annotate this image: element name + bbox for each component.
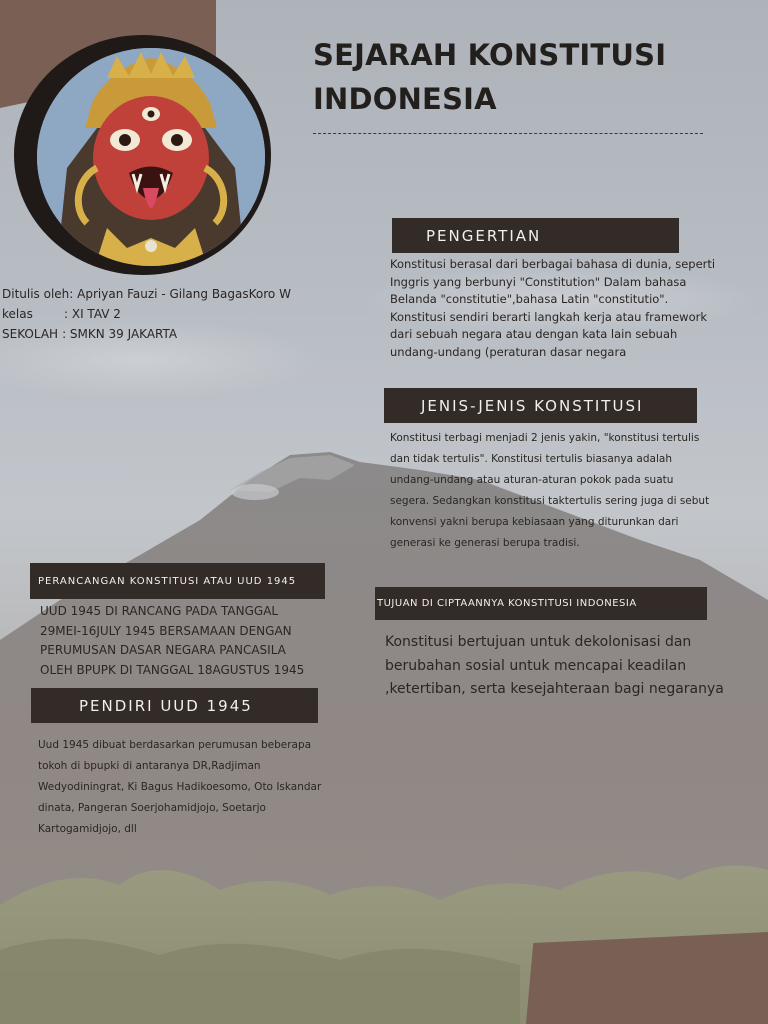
school-row xyxy=(2,324,312,344)
written-by: Ditulis oleh: Apriyan Fauzi - Gilang BagasKoro W xyxy=(2,287,291,301)
class-value: : XI TAV 2 xyxy=(64,307,121,321)
school-label: SEKOLAH xyxy=(2,327,59,341)
decorative-corner-shape-bottom xyxy=(526,932,768,1024)
pengertian-heading: PENGERTIAN xyxy=(392,218,679,253)
pendiri-heading: PENDIRI UUD 1945 xyxy=(31,688,318,723)
title-line-2: INDONESIA xyxy=(313,82,497,116)
barong-mask-image xyxy=(37,48,265,266)
class-label: kelas xyxy=(2,307,33,321)
title-line-1: SEJARAH KONSTITUSI xyxy=(313,38,667,72)
jenis-konstitusi-body: Konstitusi terbagi menjadi 2 jenis yakin, "konstitusi tertulis dan tidak tertulis". Konstitusi tertulis biasanya adalah undang-undang atau aturan-aturan pokok pada suatu segera. Sedangkan konstitusi taktertulis sering juga di sebut konvensi yakni berupa kebiasaan yang diturunkan dari generasi ke generasi berupa tradisi. xyxy=(390,432,710,549)
pendiri-body: Uud 1945 dibuat berdasarkan perumusan beberapa tokoh di bpupki di antaranya DR,Radjiman Wedyodiningrat, Ki Bagus Hadikoesomo, Oto Iskandar dinata, Pangeran Soerjohamidjojo, Soetarjo Kartogamidjojo, dll xyxy=(38,739,322,835)
perancangan-body: UUD 1945 DI RANCANG PADA TANGGAL 29MEI-16JULY 1945 BERSAMAAN DENGAN PERUMUSAN DASAR NEGARA PANCASILA OLEH BPUPK DI TANGGAL 18AGUSTUS 1945 xyxy=(40,604,305,677)
author-info xyxy=(2,284,312,344)
barong-mask-icon xyxy=(37,48,265,266)
perancangan-heading: PERANCANGAN KONSTITUSI ATAU UUD 1945 xyxy=(30,563,325,599)
school-value: : SMKN 39 JAKARTA xyxy=(62,327,178,341)
title-divider xyxy=(313,133,703,134)
page-title xyxy=(313,33,753,121)
jenis-konstitusi-heading: JENIS-JENIS KONSTITUSI xyxy=(384,388,697,423)
pengertian-body: Konstitusi berasal dari berbagai bahasa di dunia, seperti Inggris yang berbunyi "Constitution" Dalam bahasa Belanda "constitutie",bahasa Latin "constitutio". Konstitusi sendiri berarti langkah kerja atau framework dari sebuah negara atau dengan kata lain sebuah undang-undang (peraturan dasar negara xyxy=(390,257,716,359)
tujuan-body: Konstitusi bertujuan untuk dekolonisasi dan berubahan sosial untuk mencapai keadilan ,ketertiban, serta kesejahteraan bagi negaranya xyxy=(385,634,724,697)
class-row xyxy=(2,304,312,324)
tujuan-heading: TUJUAN DI CIPTAANNYA KONSTITUSI INDONESIA xyxy=(375,587,707,620)
